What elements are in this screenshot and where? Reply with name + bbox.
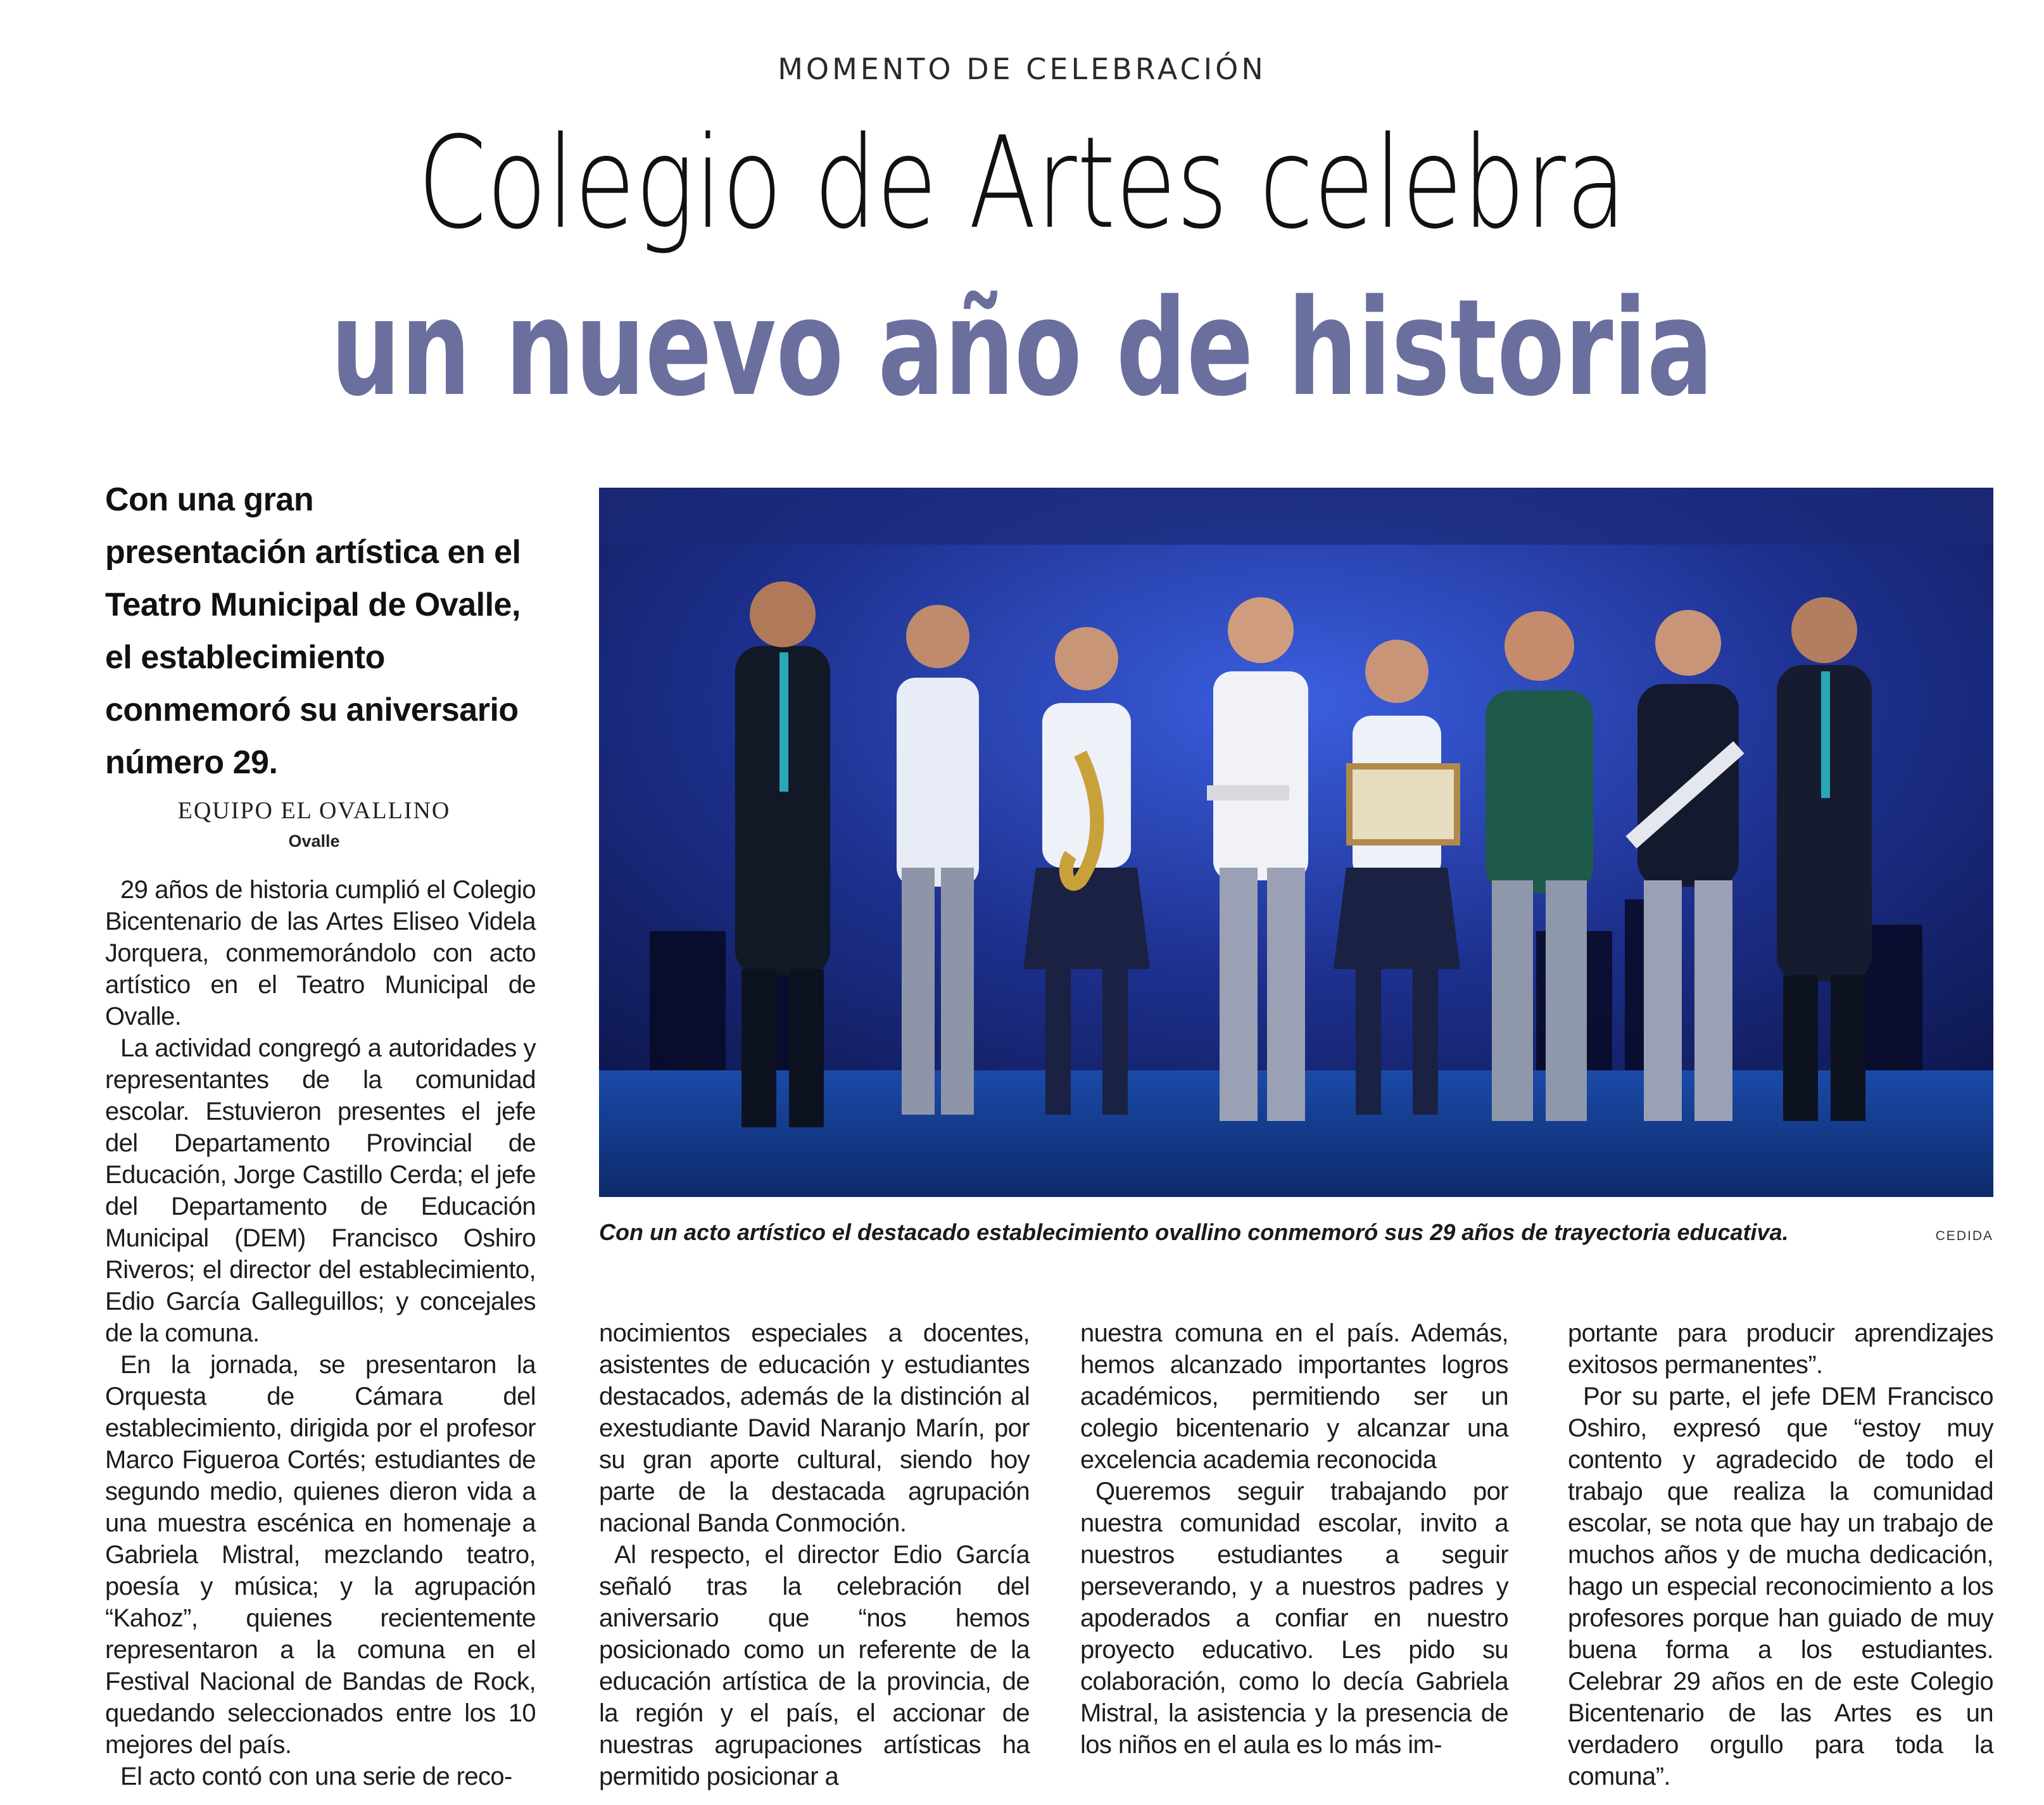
lead-paragraph: Con una gran presentación artística en el Teatro Municipal de Ovalle, el establecimiento conmemoró su aniversario número 29. [105,481,521,781]
photo-caption: Con un acto artístico el destacado establecimiento ovallino conmemoró sus 29 años de trayectoria educativa. [599,1219,1789,1245]
headline-line-1: Colegio de Artes celebra [417,110,1627,257]
paragraph: nuestra comuna en el país. Además, hemos alcanzado importantes logros académicos, permitiendo ser un colegio bicentenario y alcanzar una excelencia academia reconocida [1080,1319,1508,1474]
body-column-4 [1568,1317,1993,1792]
paragraph: Al respecto, el director Edio García señaló tras la celebración del aniversario que “nos hemos posicionado como un referente de la educación artística de la provincia, de la región y el país, el accionar de nuestras agrupaciones artísticas ha permitido posicionar a [599,1541,1030,1790]
body-column-2 [599,1317,1030,1792]
paragraph: El acto contó con una serie de reco- [120,1763,512,1790]
paragraph: 29 años de historia cumplió el Colegio Bicentenario de las Artes Eliseo Videla Jorquera, conmemorándolo con acto artístico en el Teatro Municipal de Ovalle. [105,876,536,1030]
stage-photo [599,488,1993,1197]
paragraph: La actividad congregó a autoridades y representantes de la comunidad escolar. Estuvieron presentes el jefe del Departamento Provincial de Educación, Jorge Castillo Cerda; el jefe del Departamento de Educación Municipal (DEM) Francisco Oshiro Riveros; el director del establecimiento, Edio García Galleguillos; y concejales de la comuna. [105,1034,536,1347]
paragraph: En la jornada, se presentaron la Orquesta de Cámara del establecimiento, dirigida por el profesor Marco Figueroa Cortés; estudiantes de segundo medio, quienes dieron vida a una muestra escénica en homenaje a Gabriela Mistral, mezclando teatro, poesía y música; y la agrupación “Kahoz”, quienes recientemente representaron a la comuna en el Festival Nacional de Bandas de Rock, quedando seleccionados entre los 10 mejores del país. [105,1351,536,1759]
body-column-1 [105,874,536,1792]
paragraph: Por su parte, el jefe DEM Francisco Oshiro, expresó que “estoy muy contento y agradecido de todo el trabajo que realiza la comunidad escolar, se nota que hay un trabajo de muchos años y de mucha dedicación, hago un especial reconocimiento a los profesores porque han guiado de muy buena forma a los estudiantes. Celebrar 29 años en de este Colegio Bicentenario de las Artes es un verdadero orgullo para toda la comuna”. [1568,1383,1993,1790]
paragraph: nocimientos especiales a docentes, asistentes de educación y estudiantes destacados, además de la distinción al exestudiante David Naranjo Marín, por su gran aporte cultural, siendo hoy parte de la destacada agrupación nacional Banda Conmoción. [599,1319,1030,1537]
photo-credit: CEDIDA [1935,1229,1993,1243]
headline-line-2: un nuevo año de historia [331,270,1713,426]
paragraph: portante para producir aprendizajes exitosos permanentes”. [1568,1319,1993,1379]
paragraph: Queremos seguir trabajando por nuestra comunidad escolar, invito a nuestros estudiantes a seguir perseverando, y a nuestros padres y apoderados a confiar en nuestro proyecto educativo. Les pido su colaboración, como lo decía Gabriela Mistral, la asistencia y la presencia de los niños en el aula es lo más im- [1080,1478,1508,1759]
section-kicker: MOMENTO DE CELEBRACIÓN [778,52,1266,86]
byline-location: Ovalle [288,832,340,851]
byline-author: EQUIPO EL OVALLINO [177,797,451,824]
body-column-3 [1080,1317,1508,1761]
